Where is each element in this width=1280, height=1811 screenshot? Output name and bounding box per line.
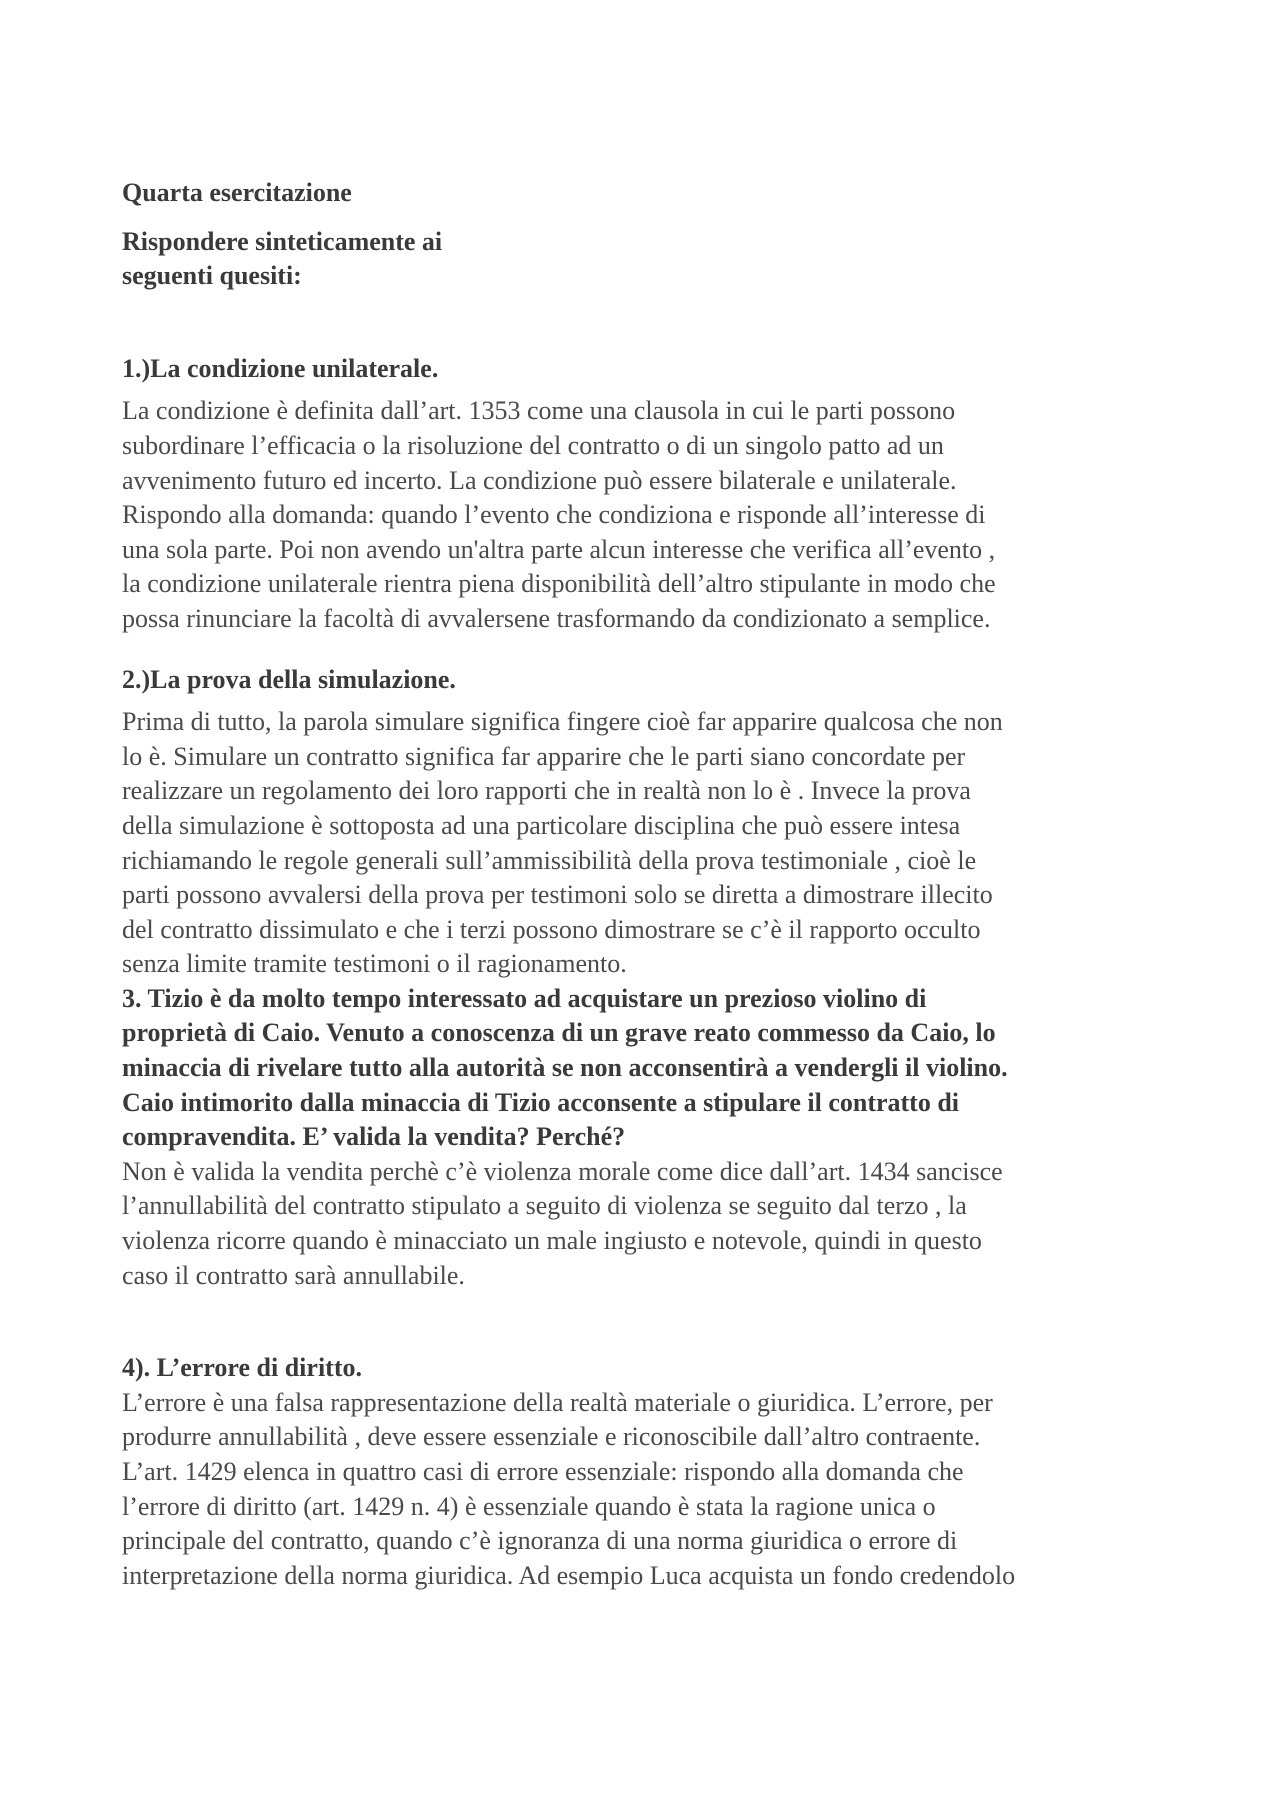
question-3-heading-line: Caio intimorito dalla minaccia di Tizio acconsente a stipulare il contratto di [122,1087,960,1117]
question-3-heading-line: minaccia di rivelare tutto alla autorità se non acconsentirà a vendergli il violino. [122,1053,1008,1083]
answer-1-line: possa rinunciare la facoltà di avvalersene trasformando da condizionato a semplice. [122,603,991,633]
question-4 [122,1351,1172,1593]
question-2-heading: 2.)La prova della simulazione. [122,664,456,694]
answer-2-line: del contratto dissimulato e che i terzi possono dimostrare se c’è il rapporto occulto [122,914,981,944]
spacer [122,386,1172,394]
question-1-heading: 1.)La condizione unilaterale. [122,353,439,383]
answer-2-line: della simulazione è sottoposta ad una particolare disciplina che può essere intesa [122,810,961,840]
answer-1-line: una sola parte. Poi non avendo un'altra parte alcun interesse che verifica all’evento , [122,534,996,564]
answer-2-line: richiamando le regole generali sull’ammissibilità della prova testimoniale , cioè le [122,845,977,875]
spacer [122,697,1172,705]
question-3-heading-line: 3. Tizio è da molto tempo interessato ad acquistare un prezioso violino di [122,983,927,1013]
answer-3-line: caso il contratto sarà annullabile. [122,1260,465,1290]
answer-1-line: la condizione unilaterale rientra piena disponibilità dell’altro stipulante in modo che [122,569,996,599]
spacer [122,1293,1172,1351]
answer-4-line: principale del contratto, quando c’è ignoranza di una norma giuridica o errore di [122,1526,958,1556]
question-3 [122,982,1172,1293]
question-2 [122,663,1172,982]
answer-4-line: interpretazione della norma giuridica. Ad esempio Luca acquista un fondo credendolo [122,1560,1016,1590]
answer-3-line: Non è valida la vendita perchè c’è violenza morale come dice dall’art. 1434 sancisce [122,1156,1003,1186]
question-1 [122,352,1172,637]
answer-1-line: subordinare l’efficacia o la risoluzione del contratto o di un singolo patto ad un [122,430,944,460]
answer-4-line: produrre annullabilità , deve essere essenziale e riconoscibile dall’altro contraente. [122,1422,981,1452]
answer-1-line: avvenimento futuro ed incerto. La condizione può essere bilaterale e unilaterale. [122,465,957,495]
answer-3-line: violenza ricorre quando è minacciato un male ingiusto e notevole, quindi in questo [122,1226,982,1256]
spacer [122,294,1172,352]
question-3-heading-line: compravendita. E’ valida la vendita? Perché? [122,1122,626,1152]
document-title: Quarta esercitazione [122,178,352,207]
answer-4-line: l’errore di diritto (art. 1429 n. 4) è essenziale quando è stata la ragione unica o [122,1491,936,1521]
answer-2-line: Prima di tutto, la parola simulare significa fingere cioè far apparire qualcosa che non [122,707,1003,737]
question-3-heading-line: proprietà di Caio. Venuto a conoscenza di un grave reato commesso da Caio, lo [122,1018,996,1048]
answer-1-line: La condizione è definita dall’art. 1353 come una clausola in cui le parti possono [122,396,956,426]
spacer [122,637,1172,663]
answer-3-line: l’annullabilità del contratto stipulato a seguito di violenza se seguito dal terzo , la [122,1191,967,1221]
document-body [122,176,1172,1593]
instructions-line-2: seguenti quesiti: [122,261,302,291]
answer-2-line: parti possono avvalersi della prova per testimoni solo se diretta a dimostrare illecito [122,880,993,910]
answer-1-line: Rispondo alla domanda: quando l’evento che condiziona e risponde all’interesse di [122,500,986,530]
answer-4-line: L’art. 1429 elenca in quattro casi di errore essenziale: rispondo alla domanda che [122,1457,964,1486]
answer-2-line: senza limite tramite testimoni o il ragionamento. [122,949,627,979]
instructions-line-1: Rispondere sinteticamente ai [122,226,443,256]
answer-2-line: lo è. Simulare un contratto significa far apparire che le parti siano concordate per [122,741,966,771]
question-4-heading: 4). L’errore di diritto. [122,1353,362,1383]
answer-4-line: L’errore è una falsa rappresentazione della realtà materiale o giuridica. L’errore, per [122,1387,993,1417]
answer-2-line: realizzare un regolamento dei loro rapporti che in realtà non lo è . Invece la prova [122,776,971,806]
spacer [122,211,1172,225]
